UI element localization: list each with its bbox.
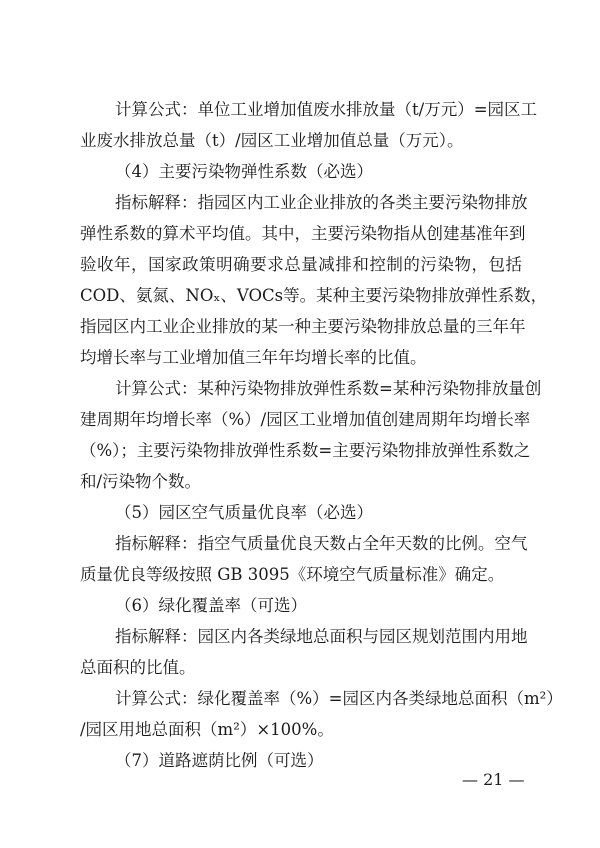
text-line: 计算公式：某种污染物排放弹性系数=某种污染物排放量创 <box>115 379 542 398</box>
text-line: 指标解释：指空气质量优良天数占全年天数的比例。空气 <box>115 534 528 553</box>
text-line: /园区用地总面积（m²）×100%。 <box>80 720 334 739</box>
text-line: 业废水排放总量（t）/园区工业增加值总量（万元）。 <box>80 131 464 150</box>
text-line: （%）；主要污染物排放弹性系数=主要污染物排放弹性系数之 <box>80 441 531 460</box>
text-line: 弹性系数的算术平均值。其中，主要污染物指从创建基准年到 <box>80 224 526 243</box>
text-line: （6）绿化覆盖率（可选） <box>115 596 307 615</box>
text-line: 计算公式：绿化覆盖率（%）=园区内各类绿地总面积（m²） <box>115 689 563 708</box>
document-body <box>80 94 563 776</box>
text-line: 均增长率与工业增加值三年年均增长率的比值。 <box>80 348 427 367</box>
paragraph-formula-4 <box>80 373 542 497</box>
text-line: 指园区内工业企业排放的某一种主要污染物排放总量的三年年 <box>80 317 526 336</box>
text-line: （7）道路遮荫比例（可选） <box>115 751 324 770</box>
paragraph-heading-4 <box>80 156 522 187</box>
paragraph-explanation-4 <box>80 187 548 373</box>
paragraph-explanation-6 <box>80 621 528 683</box>
text-line: 计算公式：单位工业增加值废水排放量（t/万元）=园区工 <box>115 100 538 119</box>
paragraph-explanation-5 <box>80 528 528 590</box>
text-line: COD、氨氮、NOₓ、VOCs等。某种主要污染物排放弹性系数， <box>80 286 548 305</box>
text-line: 和/污染物个数。 <box>80 472 202 491</box>
paragraph-heading-7 <box>80 745 522 776</box>
text-line: 指标解释：园区内各类绿地总面积与园区规划范围内用地 <box>115 627 528 646</box>
page-number: — 21 — <box>462 770 525 789</box>
paragraph-heading-5 <box>80 497 522 528</box>
text-line: 指标解释：指园区内工业企业排放的各类主要污染物排放 <box>115 193 528 212</box>
text-line: 建周期年均增长率（%）/园区工业增加值创建周期年均增长率 <box>80 410 531 429</box>
text-line: （5）园区空气质量优良率（必选） <box>115 503 373 522</box>
paragraph-heading-6 <box>80 590 522 621</box>
paragraph-formula-wastewater <box>80 94 538 156</box>
text-line: （4）主要污染物弹性系数（必选） <box>115 162 373 181</box>
text-line: 总面积的比值。 <box>80 658 196 677</box>
text-line: 验收年，国家政策明确要求总量减排和控制的污染物，包括 <box>80 255 522 274</box>
paragraph-formula-6 <box>80 683 563 745</box>
text-line: 质量优良等级按照 GB 3095《环境空气质量标准》确定。 <box>80 565 505 584</box>
